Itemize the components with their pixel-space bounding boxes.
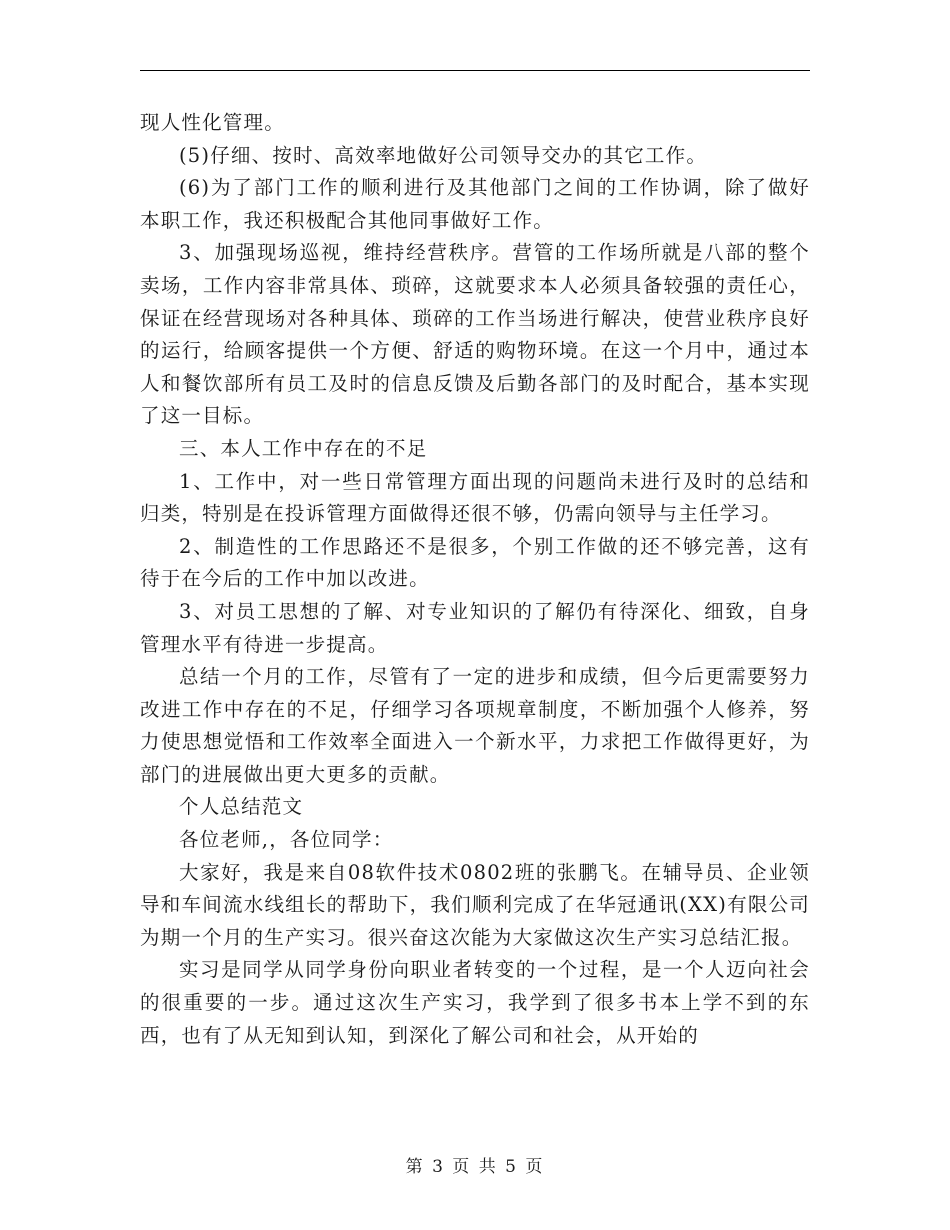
section-heading-shortcomings: 三、本人工作中存在的不足: [179, 436, 428, 460]
paragraph-item-6: (6)为了部门工作的顺利进行及其他部门之间的工作协调，除了做好本职工作，我还积极配合其他同事做好工作。: [140, 176, 810, 232]
paragraph-section-3: 3、加强现场巡视，维持经营秩序。营管的工作场所就是八部的整个卖场，工作内容非常具体、琐碎，这就要求本人必须具备较强的责任心，保证在经营现场对各种具体、琐碎的工作当场进行解决，使营业秩序良好的运行，给顾客提供一个方便、舒适的购物环境。在这一个月中，通过本人和餐饮部所有员工及时的信息反馈及后勤各部门的及时配合，基本实现了这一目标。: [140, 241, 810, 428]
paragraph-continuation: 现人性化管理。: [140, 111, 285, 134]
paragraph-shortcoming-1: 1、工作中，对一些日常管理方面出现的问题尚未进行及时的总结和归类，特别是在投诉管理方面做得还很不够，仍需向领导与主任学习。: [140, 469, 810, 526]
paragraph-salutation: 各位老师,，各位同学：: [179, 828, 394, 852]
page-number-footer: 第 3 页 共 5 页: [405, 1157, 545, 1177]
header-rule: [140, 70, 810, 71]
document-body: [140, 107, 810, 1052]
paragraph-conclusion: 总结一个月的工作，尽管有了一定的进步和成绩，但今后更需要努力改进工作中存在的不足，仔细学习各项规章制度，不断加强个人修养，努力使思想觉悟和工作效率全面进入一个新水平，力求把工作做得更好，为部门的进展做出更大更多的贡献。: [140, 665, 810, 786]
paragraph-introduction: 大家好，我是来自08软件技术0802班的张鹏飞。在辅导员、企业领导和车间流水线组长的帮助下，我们顺利完成了在华冠通讯(XX)有限公司为期一个月的生产实习。很兴奋这次能为大家做这次生产实习总结汇报。: [140, 860, 810, 949]
section-heading-sample: 个人总结范文: [179, 795, 304, 819]
paragraph-shortcoming-3: 3、对员工思想的了解、对专业知识的了解仍有待深化、细致，自身管理水平有待进一步提高。: [140, 599, 810, 656]
paragraph-shortcoming-2: 2、制造性的工作思路还不是很多，个别工作做的还不够完善，这有待于在今后的工作中加以改进。: [140, 534, 810, 591]
paragraph-internship: 实习是同学从同学身份向职业者转变的一个过程，是一个人迈向社会的很重要的一步。通过这次生产实习，我学到了很多书本上学不到的东西，也有了从无知到认知，到深化了解公司和社会，从开始的: [140, 958, 810, 1047]
paragraph-item-5: (5)仔细、按时、高效率地做好公司领导交办的其它工作。: [179, 143, 708, 167]
